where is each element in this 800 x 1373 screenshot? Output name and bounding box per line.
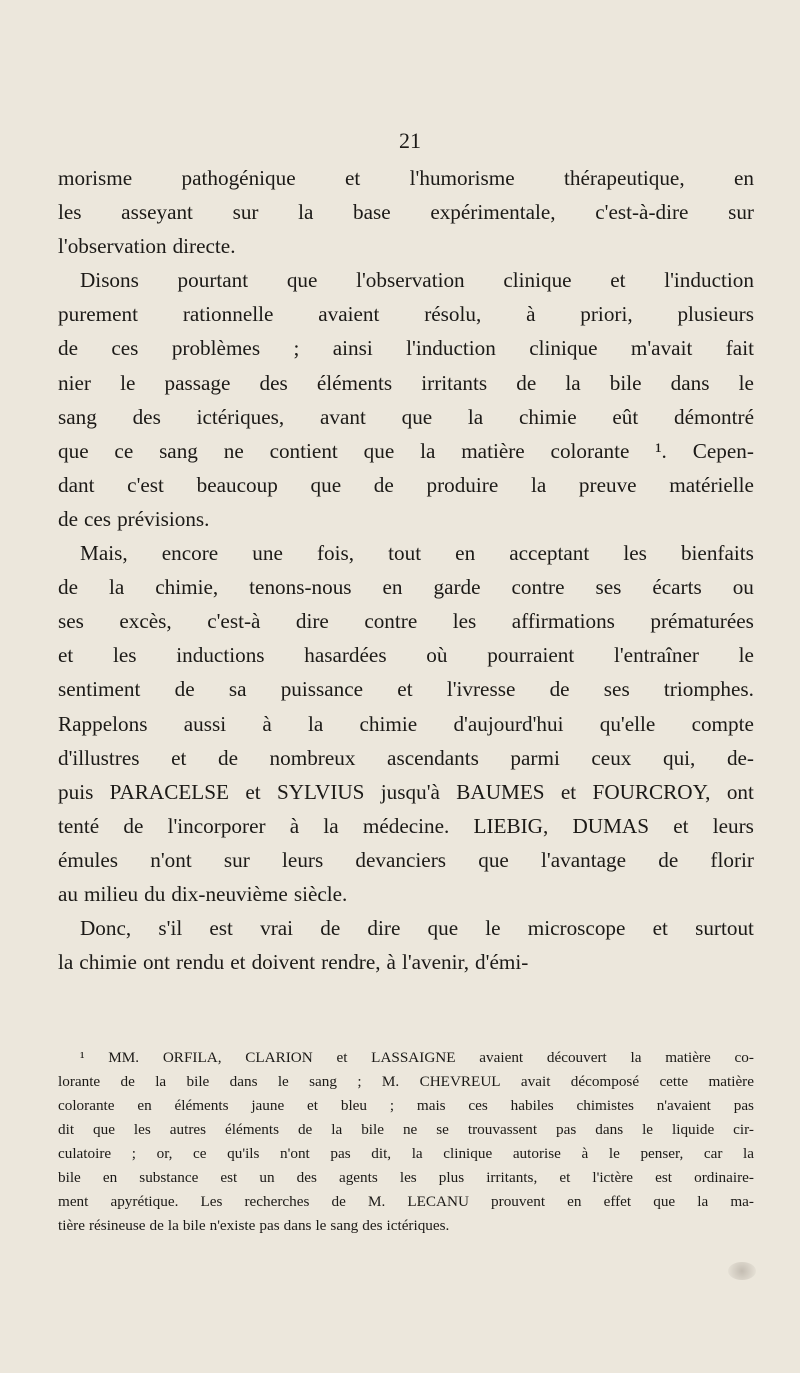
text-line: et les inductions hasardées où pourraient l'entraîner le <box>58 643 754 668</box>
ink-smudge <box>728 1262 756 1280</box>
text-line: d'illustres et de nombreux ascendants parmi ceux qui, de- <box>58 745 754 770</box>
text-line: la chimie ont rendu et doivent rendre, à l'avenir, d'émi- <box>58 950 529 975</box>
text-line: dant c'est beaucoup que de produire la preuve matérielle <box>58 472 754 497</box>
text-line: purement rationnelle avaient résolu, à priori, plusieurs <box>58 302 754 327</box>
text-line: que ce sang ne contient que la matière colorante ¹. Cepen- <box>58 438 754 463</box>
text-line: de ces problèmes ; ainsi l'induction clinique m'avait fait <box>58 336 754 361</box>
page-number: 21 <box>399 128 421 153</box>
footnote-line: culatoire ; or, ce qu'ils n'ont pas dit, la clinique autorise à le penser, car la <box>58 1145 754 1162</box>
footnote-line: ¹ MM. ORFILA, CLARION et LASSAIGNE avaient découvert la matière co- <box>80 1049 754 1066</box>
body-text <box>58 161 754 979</box>
footnote-line: colorante en éléments jaune et bleu ; mais ces habiles chimistes n'avaient pas <box>58 1097 754 1114</box>
footnote-line: bile en substance est un des agents les plus irritants, et l'ictère est ordinaire- <box>58 1169 754 1186</box>
text-line: les asseyant sur la base expérimentale, c'est-à-dire sur <box>58 200 754 225</box>
text-line: nier le passage des éléments irritants de la bile dans le <box>58 370 754 395</box>
text-line: Mais, encore une fois, tout en acceptant les bienfaits <box>80 541 754 566</box>
footnote-line: lorante de la bile dans le sang ; M. CHEVREUL avait décomposé cette matière <box>58 1073 754 1090</box>
text-line: ses excès, c'est-à dire contre les affirmations prématurées <box>58 609 754 634</box>
text-line: sang des ictériques, avant que la chimie eût démontré <box>58 404 754 429</box>
text-line: sentiment de sa puissance et l'ivresse de ses triomphes. <box>58 677 754 702</box>
text-line: de ces prévisions. <box>58 506 210 531</box>
footnote-line: ment apyrétique. Les recherches de M. LECANU prouvent en effet que la ma- <box>58 1193 754 1210</box>
text-line: au milieu du dix-neuvième siècle. <box>58 881 348 906</box>
text-line: puis PARACELSE et SYLVIUS jusqu'à BAUMES et FOURCROY, ont <box>58 779 754 804</box>
footnote-line: tière résineuse de la bile n'existe pas dans le sang des ictériques. <box>58 1217 450 1234</box>
footnote <box>58 1046 754 1238</box>
text-line: l'observation directe. <box>58 234 236 259</box>
footnote-line: dit que les autres éléments de la bile ne se trouvassent pas dans le liquide cir- <box>58 1121 754 1138</box>
text-line: morisme pathogénique et l'humorisme thérapeutique, en <box>58 166 754 190</box>
text-line: Donc, s'il est vrai de dire que le microscope et surtout <box>80 916 754 941</box>
text-line: Rappelons aussi à la chimie d'aujourd'hui qu'elle compte <box>58 711 754 736</box>
text-line: émules n'ont sur leurs devanciers que l'avantage de florir <box>58 847 754 872</box>
text-line: Disons pourtant que l'observation clinique et l'induction <box>80 268 754 293</box>
text-line: de la chimie, tenons-nous en garde contre ses écarts ou <box>58 575 754 600</box>
text-line: tenté de l'incorporer à la médecine. LIEBIG, DUMAS et leurs <box>58 813 754 838</box>
